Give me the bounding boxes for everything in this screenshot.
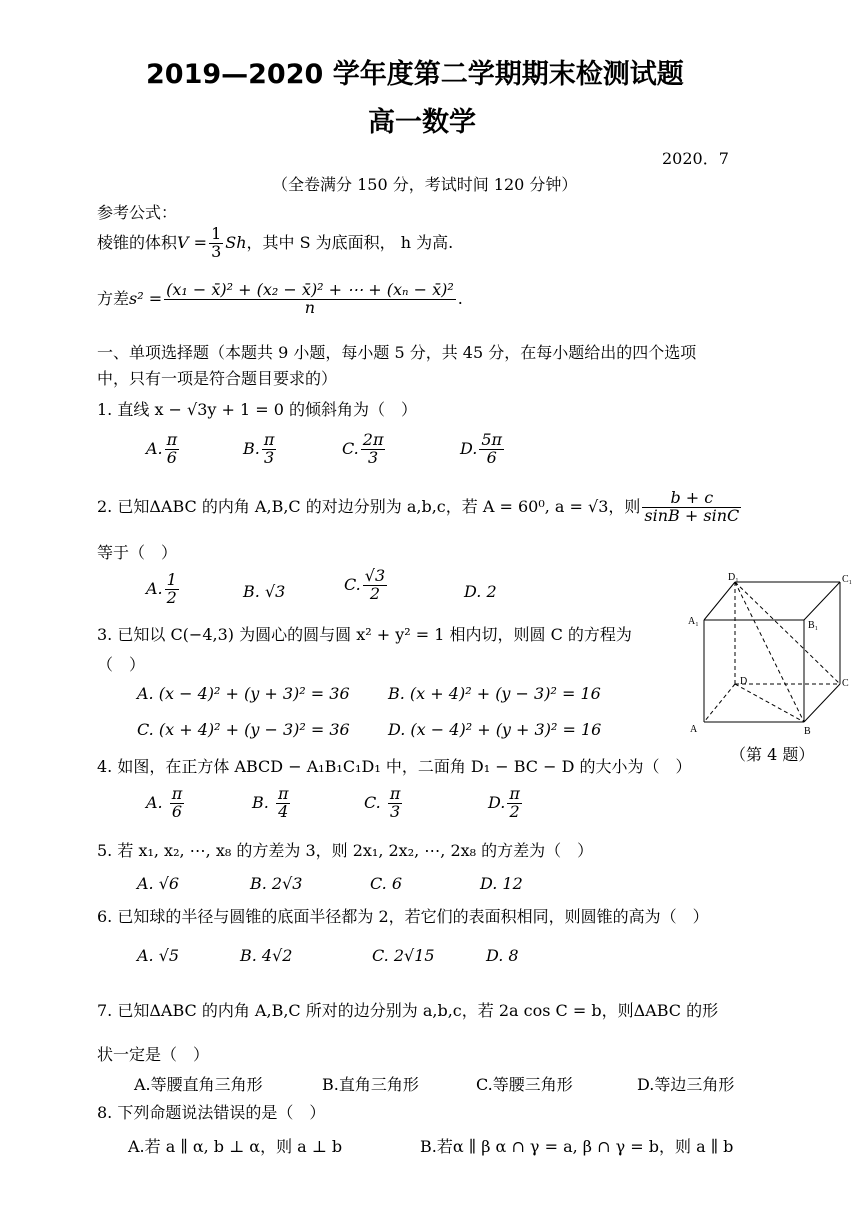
question-8-stem: 8. 下列命题说法错误的是（ ） (97, 1103, 326, 1122)
variance-num: (x₁ − x̄)² + (x₂ − x̄)² + ⋯ + (xₙ − x̄)² (166, 280, 454, 299)
q6-option-d: D. 8 (486, 946, 519, 965)
q2-option-b: B. √3 (243, 582, 286, 601)
volume-fraction (209, 226, 223, 261)
q6-option-b: B. 4√2 (240, 946, 293, 965)
q7-option-d: D.等边三角形 (637, 1075, 735, 1094)
variance-end: . (457, 288, 463, 308)
page-subtitle: 高一数学 (368, 107, 476, 138)
q7-option-c: C.等腰三角形 (476, 1075, 573, 1094)
question-2-cont: 等于（ ） (97, 543, 178, 562)
label-c1: C₁ (842, 574, 853, 585)
q2-option-c: C. $\frac{√3}{2}$ (344, 566, 386, 603)
variance-fraction (164, 282, 456, 317)
q8-option-b: B.若α ∥ β α ∩ γ = a, β ∩ γ = b，则 a ∥ b (420, 1137, 734, 1156)
volume-lhs: V = (177, 232, 208, 252)
q2-stem-text: 2. 已知ΔABC 的内角 A,B,C 的对边分别为 a,b,c，若 A = 60⁰, a = √3，则 (97, 496, 641, 516)
q3-option-a: A. (x − 4)² + (y + 3)² = 36 (137, 684, 350, 703)
q6-option-c: C. 2√15 (372, 946, 435, 965)
label-b: B (804, 726, 811, 737)
label-b1: B₁ (808, 620, 819, 631)
cube-figure (684, 570, 854, 750)
variance-lhs: s² = (129, 288, 163, 308)
volume-den: 3 (211, 241, 222, 261)
volume-num: 1 (211, 224, 222, 243)
volume-rhs: Sh (225, 232, 247, 252)
q4-option-a: A. $\frac{\pi}{6}$ (146, 784, 183, 821)
q3-option-d: D. (x − 4)² + (y + 3)² = 16 (388, 720, 602, 739)
question-4-stem: 4. 如图，在正方体 ABCD − A₁B₁C₁D₁ 中，二面角 D₁ − BC − D 的大小为（ ） (97, 757, 692, 776)
q1-option-c: C. $\frac{2\pi}{3}$ (342, 430, 384, 467)
variance-formula (97, 282, 463, 317)
volume-suffix: ，其中 S 为底面积， h 为高. (246, 232, 454, 252)
q2-option-d: D. 2 (464, 582, 497, 601)
q1-option-b: B. $\frac{\pi}{3}$ (243, 430, 275, 467)
label-a: A (690, 724, 698, 735)
q4-option-b: B. $\frac{\pi}{4}$ (252, 784, 289, 821)
question-7-stem: 7. 已知ΔABC 的内角 A,B,C 所对的边分别为 a,b,c，若 2a cos C = b，则ΔABC 的形 (97, 1001, 719, 1020)
label-d1: D₁ (728, 572, 739, 583)
q1-option-d: D. $\frac{5\pi}{6}$ (460, 430, 503, 467)
page-title: 2019—2020 学年度第二学期期末检测试题 (146, 59, 684, 90)
q2-option-a: A. $\frac{1}{2}$ (146, 570, 177, 607)
q3-option-b: B. (x + 4)² + (y − 3)² = 16 (388, 684, 601, 703)
question-2-stem (97, 490, 743, 525)
label-a1: A₁ (688, 616, 699, 627)
variance-prefix: 方差 (97, 288, 130, 308)
question-7-cont: 状一定是（ ） (97, 1045, 210, 1064)
exam-note: （全卷满分 150 分，考试时间 120 分钟） (272, 175, 578, 194)
question-5-stem: 5. 若 x₁, x₂, ⋯, x₈ 的方差为 3，则 2x₁, 2x₂, ⋯, 2x₈ 的方差为（ ） (97, 841, 594, 860)
q7-option-a: A.等腰直角三角形 (134, 1075, 263, 1094)
variance-den: n (304, 297, 316, 317)
q5-option-b: B. 2√3 (250, 874, 303, 893)
q4-option-c: C. $\frac{\pi}{3}$ (364, 784, 401, 821)
q4-option-d: D. $\frac{\pi}{2}$ (488, 784, 520, 821)
q3-option-c: C. (x + 4)² + (y − 3)² = 36 (137, 720, 350, 739)
q5-option-a: A. √6 (137, 874, 180, 893)
q5-option-d: D. 12 (480, 874, 523, 893)
exam-date: 2020．7 (662, 149, 729, 168)
section-heading-line1: 一、单项选择题（本题共 9 小题，每小题 5 分，共 45 分，在每小题给出的四个选项 (97, 343, 697, 362)
formula-heading: 参考公式： (97, 203, 178, 222)
q8-option-a: A.若 a ∥ α, b ⊥ α，则 a ⊥ b (128, 1137, 343, 1156)
q5-option-c: C. 6 (370, 874, 403, 893)
question-3-stem: 3. 已知以 C(−4,3) 为圆心的圆与圆 x² + y² = 1 相内切，则圆 C 的方程为 (97, 625, 632, 644)
figure-caption: （第 4 题） (730, 745, 815, 764)
question-1-stem: 1. 直线 x − √3y + 1 = 0 的倾斜角为（ ） (97, 400, 418, 419)
volume-formula (97, 226, 453, 261)
q2-fraction: $\frac{b + c}{\sin B + \sin C}$ (644, 488, 740, 525)
q7-option-b: B.直角三角形 (322, 1075, 419, 1094)
question-6-stem: 6. 已知球的半径与圆锥的底面半径都为 2，若它们的表面积相同，则圆锥的高为（ ） (97, 907, 709, 926)
volume-prefix: 棱锥的体积 (97, 232, 178, 252)
label-d: D (740, 676, 748, 687)
question-3-paren: （ ） (97, 655, 146, 674)
q1-option-a: A. $\frac{\pi}{6}$ (146, 430, 178, 467)
section-heading-line2: 中，只有一项是符合题目要求的） (97, 369, 338, 388)
q6-option-a: A. √5 (137, 946, 180, 965)
label-c: C (842, 678, 849, 689)
